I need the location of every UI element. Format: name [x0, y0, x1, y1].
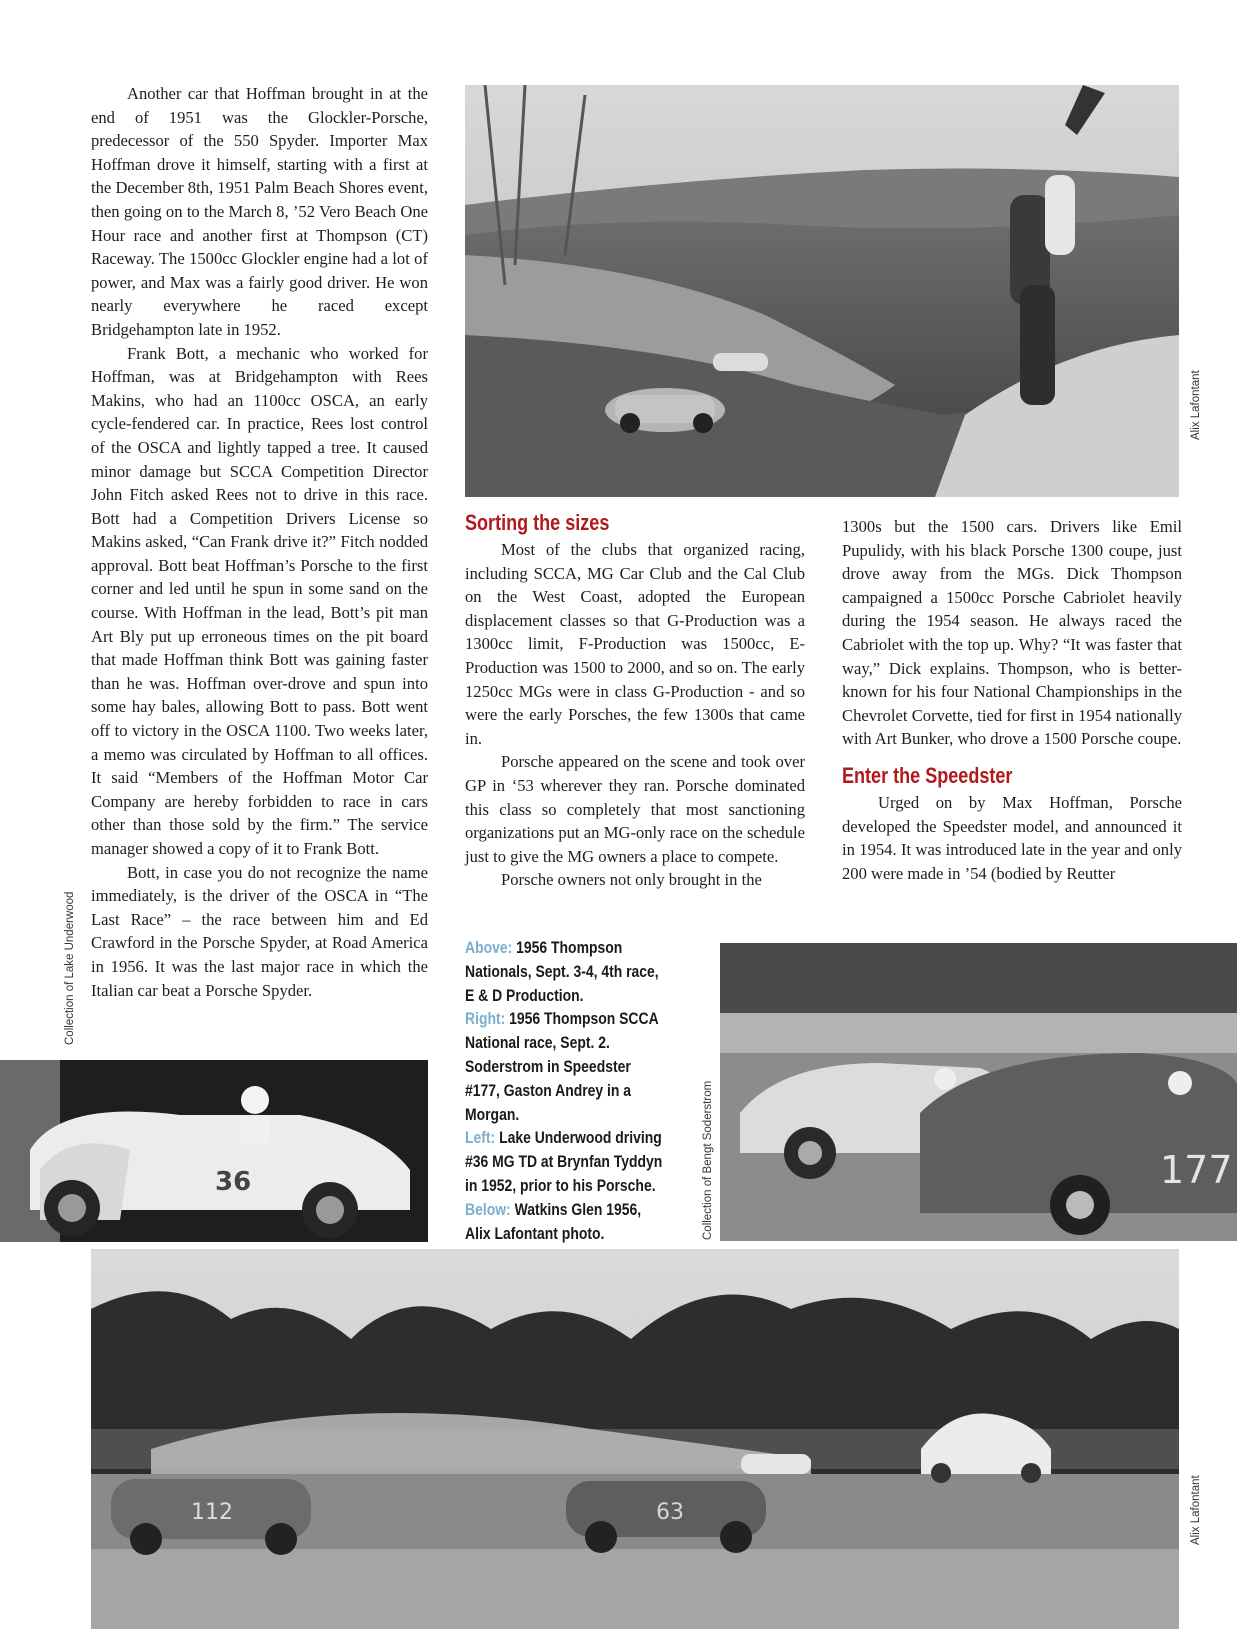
paragraph: Porsche appeared on the scene and took over GP in ‘53 wherever they ran. Porsche dominated this class so completely that most sanctioning organizations put an MG-only race on the schedule just to give the MG owners a place to compete.	[465, 752, 805, 866]
caption-line: Below: Watkins Glen 1956,	[465, 1199, 642, 1219]
caption-line: Alix Lafontant photo.	[465, 1223, 605, 1243]
car-number-36: 36	[215, 1167, 252, 1197]
paragraph: Bott, in case you do not recognize the name immediately, is the driver of the OSCA in “The Last Race” – the race between him and Ed Crawford in the Porsche Spyder, at Road America in 1956. It was the last major race in which the Italian car beat a Porsche Spyder.	[91, 862, 428, 1000]
photo-speedster-morgan	[720, 943, 1237, 1241]
paragraph: 1300s but the 1500 cars. Drivers like Emil Pupulidy, with his black Porsche 1300 coupe, just drove away from the MGs. Dick Thompson campaigned a 1500cc Porsche Cabriolet heavily during the 1954 season. He always raced the Cabriolet with the top up. Why? “It was faster that way,” Dick explains. Thompson, who is better-known for his four National Championships in the Chevrolet Corvette, tied for first in 1954 nationally with Art Bunker, who drove a 1500 Porsche coupe.	[842, 517, 1182, 749]
photo-captions	[465, 936, 690, 1245]
section-heading-speedster: Enter the Speedster	[842, 762, 1013, 788]
paragraph: Frank Bott, a mechanic who worked for Hoffman, was at Bridgehampton with Rees Makins, who had an 1100cc OSCA, an early cycle-fendered car. In practice, Rees lost control of the OSCA and lightly tapped a tree. It caused minor damage but SCCA Competition Director John Fitch asked Rees not to drive in this race. Bott had a Competition Drivers License so Makins asked, “Can Frank drive it?” Fitch nodded approval. Bott beat Hoffman’s Porsche to the first corner and led until he spun in some sand on the course. With Hoffman in the lead, Bott’s pit man Art Bly put up erroneous times on the pit board that made Hoffman think Bott was gaining faster than he was. Hoffman over-drove and spun into some hay bales, allowing Bott to pass. Bott went off to victory in the OSCA 1100. Two weeks later, a memo was circulated by Hoffman to all offices. It said “Members of the Hoffman Motor Car Company are hereby forbidden to race in cars other than those sold by the firm.” The service manager showed a copy of it to Frank Bott.	[91, 343, 428, 858]
article-column-2	[465, 510, 805, 892]
caption-line: E & D Production.	[465, 985, 584, 1005]
photo-credit-right: Collection of Bengt Soderstrom	[702, 1080, 714, 1240]
photo-credit-bottom: Alix Lafontant	[1190, 1475, 1202, 1545]
paragraph: Another car that Hoffman brought in at the end of 1951 was the Glockler-Porsche, predecessor of the 550 Spyder. Importer Max Hoffman drove it himself, starting with a first at the December 8th, 1951 Palm Beach Shores event, then going on to the March 8, ’52 Vero Beach One Hour race and another first at Thompson (CT) Raceway. The 1500cc Glockler engine had a lot of power, and Max was a fairly good driver. He won nearly everywhere he raced except Bridgehampton late in 1952.	[91, 84, 428, 339]
photo-credit-top: Alix Lafontant	[1190, 370, 1202, 440]
caption-line: #36 MG TD at Brynfan Tyddyn	[465, 1152, 663, 1172]
paragraph: Porsche owners not only brought in the	[501, 870, 762, 890]
article-column-3	[842, 515, 1182, 885]
photo-credit-left: Collection of Lake Underwood	[64, 891, 76, 1045]
caption-line: Left: Lake Underwood driving	[465, 1128, 662, 1148]
caption-line: Above: 1956 Thompson	[465, 938, 623, 957]
caption-line: in 1952, prior to his Porsche.	[465, 1175, 656, 1195]
car-number-63: 63	[656, 1500, 684, 1525]
photo-watkins-glen	[91, 1249, 1179, 1629]
photo-thompson-nationals	[465, 85, 1179, 497]
photo-mg-td	[0, 1060, 428, 1242]
caption-line: Nationals, Sept. 3-4, 4th race,	[465, 961, 659, 981]
caption-line: Right: 1956 Thompson SCCA	[465, 1009, 659, 1029]
paragraph: Urged on by Max Hoffman, Porsche developed the Speedster model, and announced it in 1954. It was introduced late in the year and only 200 were made in ’54 (bodied by Reutter	[842, 792, 1182, 883]
section-heading-sorting: Sorting the sizes	[465, 510, 610, 535]
caption-line: #177, Gaston Andrey in a	[465, 1080, 632, 1100]
caption-line: National race, Sept. 2.	[465, 1033, 610, 1053]
article-column-1	[91, 82, 428, 1002]
car-number-112: 112	[191, 1500, 233, 1525]
caption-line: Soderstrom in Speedster	[465, 1056, 631, 1076]
caption-line: Morgan.	[465, 1104, 520, 1124]
paragraph: Most of the clubs that organized racing, including SCCA, MG Car Club and the Cal Club on the West Coast, adopted the European displacement classes so that G-Production was a 1300cc limit, F-Production was 1500cc, E-Production was 1500 to 2000, and so on. The early 1250cc MGs were in class G-Production - and so were the early Porsches, the few 1300s that came in.	[465, 540, 805, 748]
car-number-177: 177	[1160, 1148, 1233, 1192]
